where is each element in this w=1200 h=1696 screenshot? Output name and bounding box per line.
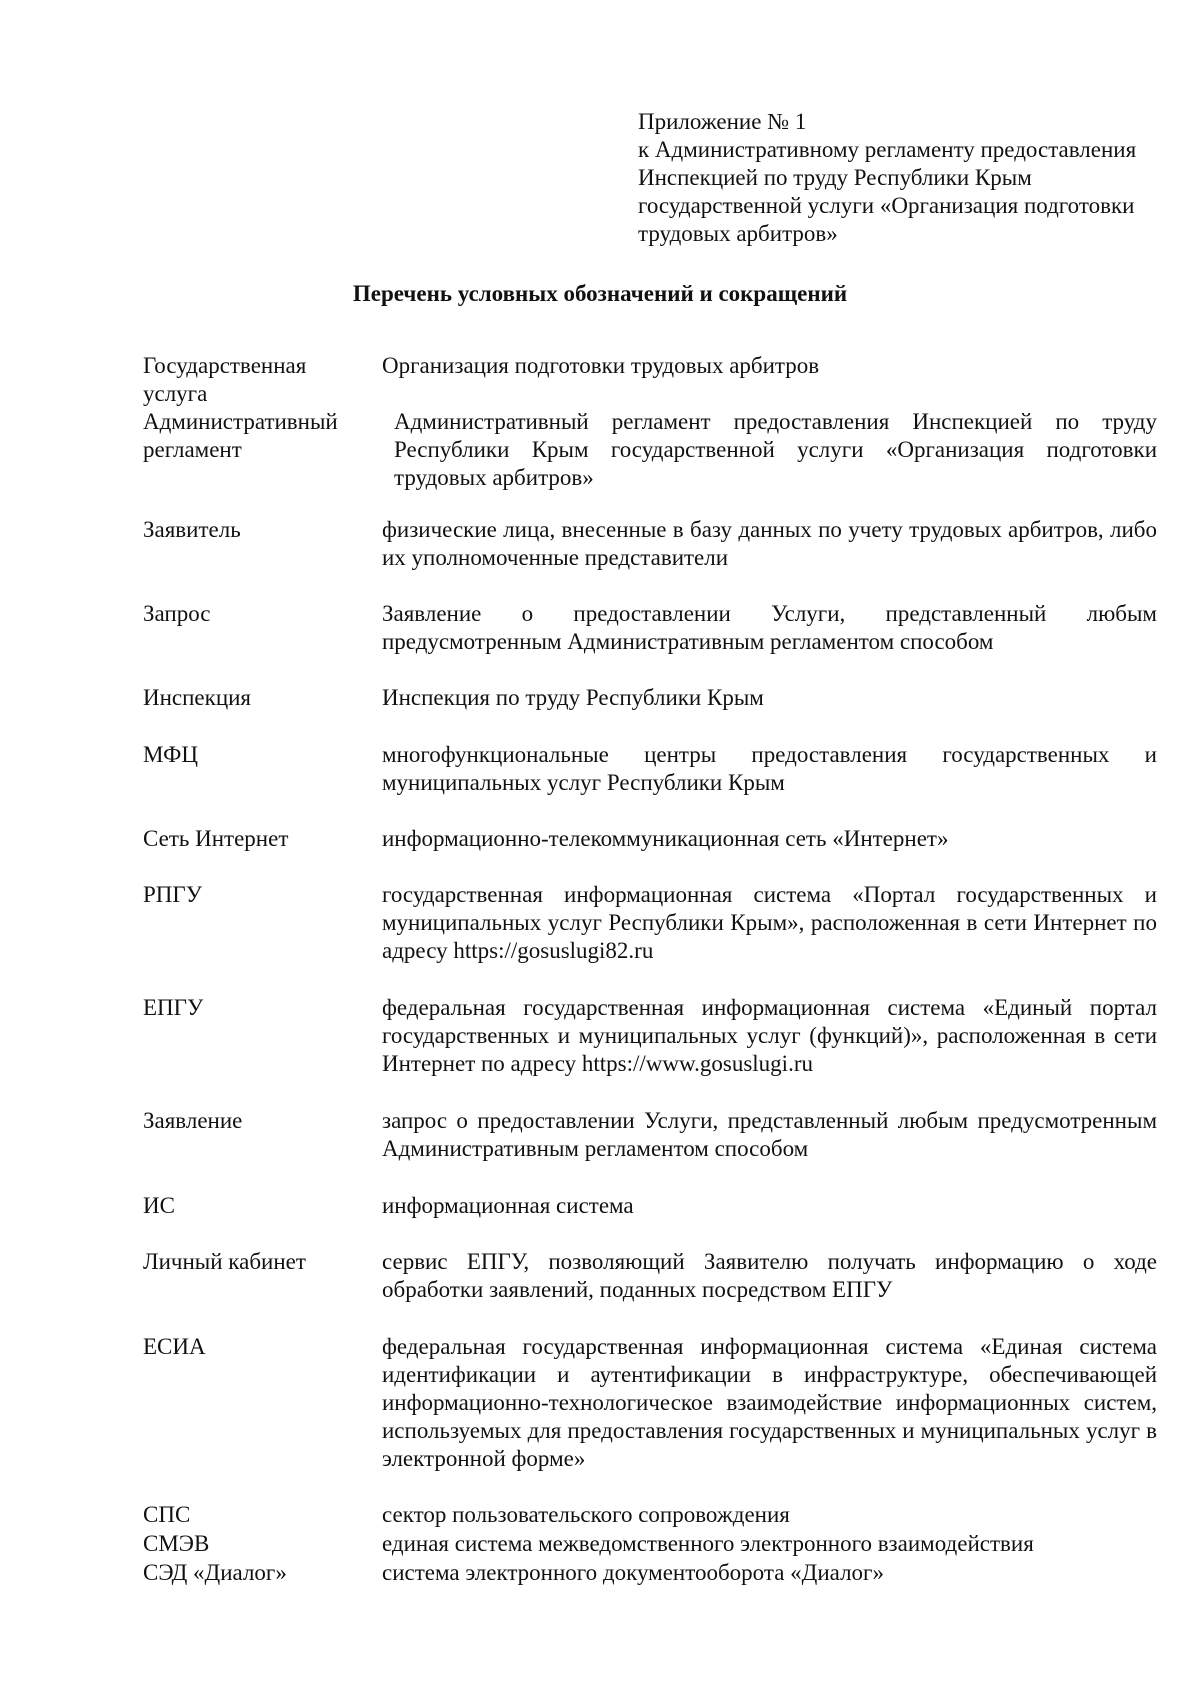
glossary-definition: федеральная государственная информационная система «Единый портал государственных и муниципальных услуг (функций)», расположенная в сети Интернет по адресу https://www.gosuslugi.ru: [382, 995, 1157, 1076]
appendix-header: [638, 108, 1178, 248]
appendix-reference-line: Инспекцией по труду Республики Крым: [638, 165, 1032, 190]
appendix-reference-line: трудовых арбитров»: [638, 221, 838, 246]
glossary-term: Сеть Интернет: [143, 826, 289, 851]
glossary-term: Государственная услуга: [143, 353, 307, 406]
glossary-term: МФЦ: [143, 742, 198, 767]
glossary-term: ЕПГУ: [143, 995, 204, 1020]
glossary-definition: информационно-телекоммуникационная сеть «Интернет»: [382, 826, 949, 851]
glossary-definition: запрос о предоставлении Услуги, представленный любым предусмотренным Административным регламентом способом: [382, 1108, 1157, 1161]
glossary-term: Инспекция: [143, 685, 252, 710]
document-title: Перечень условных обозначений и сокращений: [352, 281, 848, 306]
glossary-term: ЕСИА: [143, 1334, 206, 1359]
appendix-reference-line: к Административному регламенту предоставления: [638, 137, 1137, 162]
appendix-number: Приложение № 1: [638, 109, 807, 134]
glossary-definition: сервис ЕПГУ, позволяющий Заявителю получать информацию о ходе обработки заявлений, поданных посредством ЕПГУ: [382, 1249, 1157, 1302]
glossary-term: СЭД «Диалог»: [143, 1560, 287, 1585]
glossary-definition: государственная информационная система «Портал государственных и муниципальных услуг Республики Крым», расположенная в сети Интернет по адресу https://gosuslugi82.ru: [382, 882, 1157, 963]
glossary-term: РПГУ: [143, 882, 202, 907]
glossary-definition: сектор пользовательского сопровождения: [382, 1502, 790, 1527]
glossary-definition: федеральная государственная информационная система «Единая система идентификации и аутентификации в инфраструктуре, обеспечивающей информационно-технологическое взаимодействие информационных систем, используемых для предоставления государственных и муниципальных услуг в электронной форме»: [382, 1334, 1157, 1471]
glossary-definition: система электронного документооборота «Диалог»: [382, 1560, 884, 1585]
glossary-term: Заявление: [143, 1108, 243, 1133]
glossary-definition: Организация подготовки трудовых арбитров: [382, 353, 820, 378]
glossary-term: СПС: [143, 1502, 191, 1527]
glossary-definition: Административный регламент предоставления Инспекцией по труду Республики Крым государственной услуги «Организация подготовки трудовых арбитров»: [394, 409, 1157, 490]
glossary-definition: Инспекция по труду Республики Крым: [382, 685, 764, 710]
glossary-term: Заявитель: [143, 517, 241, 542]
glossary-term: СМЭВ: [143, 1531, 210, 1556]
glossary-term: Запрос: [143, 601, 211, 626]
glossary-definition: единая система межведомственного электронного взаимодействия: [382, 1531, 1034, 1556]
glossary-definition: физические лица, внесенные в базу данных по учету трудовых арбитров, либо их уполномоченные представители: [382, 517, 1157, 570]
glossary-definition: Заявление о предоставлении Услуги, представленный любым предусмотренным Административным регламентом способом: [382, 601, 1157, 654]
glossary-definition: многофункциональные центры предоставления государственных и муниципальных услуг Республики Крым: [382, 742, 1157, 795]
glossary-term: Административный регламент: [143, 409, 338, 462]
glossary-term: Личный кабинет: [143, 1249, 306, 1274]
glossary-term: ИС: [143, 1193, 175, 1218]
glossary-definition: информационная система: [382, 1193, 634, 1218]
appendix-reference-line: государственной услуги «Организация подготовки: [638, 193, 1135, 218]
